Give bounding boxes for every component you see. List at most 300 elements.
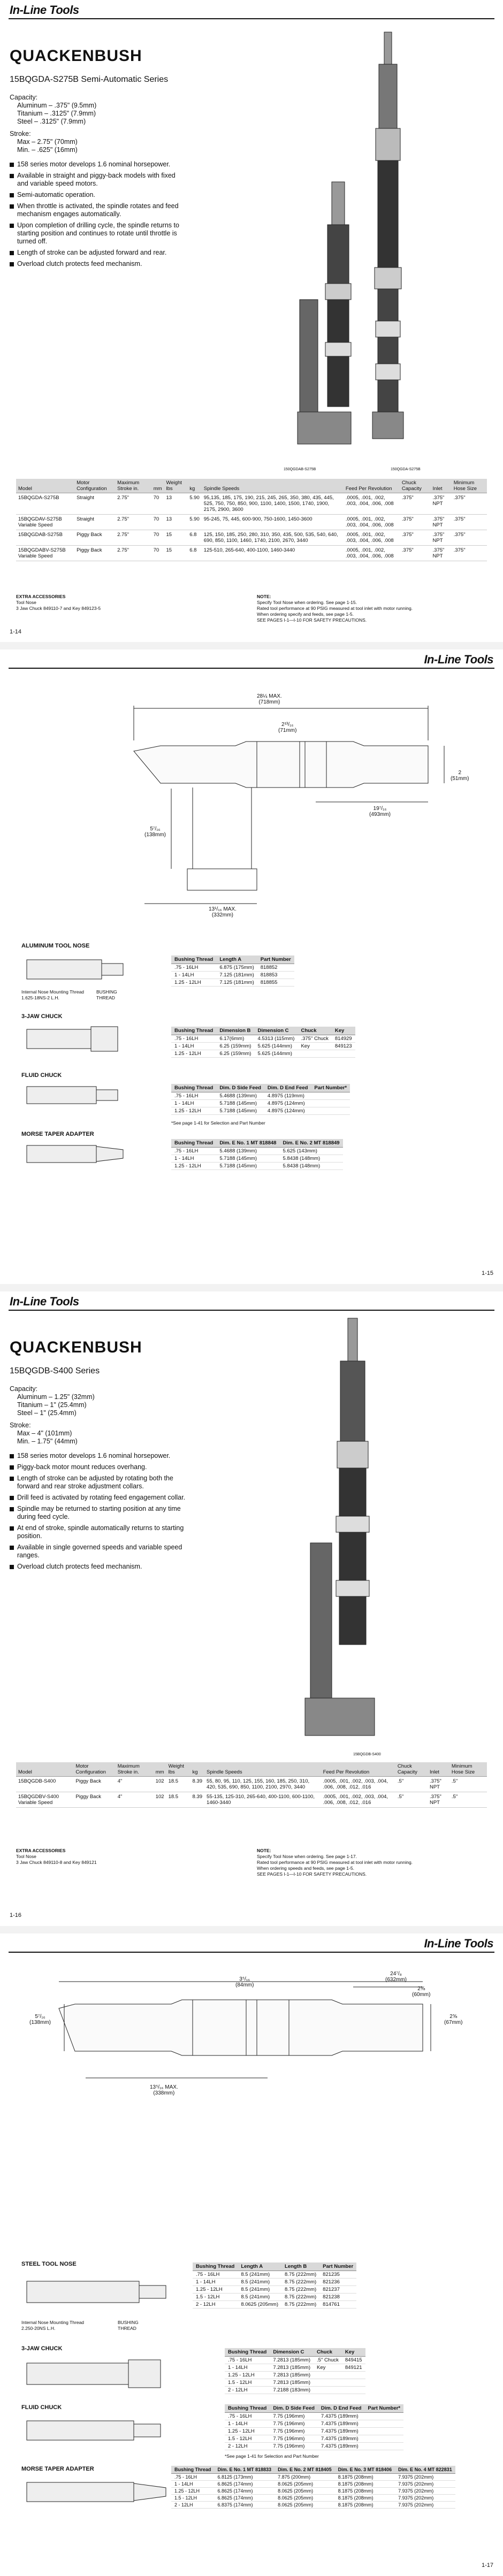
col-part: Part Number* (311, 1084, 350, 1092)
dim-2 (412, 1986, 430, 1998)
stroke-max: Max – 4" (101mm) (17, 1430, 72, 1437)
table-cell: 1 - 14LH (171, 2481, 215, 2488)
table-cell (314, 2379, 342, 2387)
table-cell: 125, 150, 185, 250, 280, 310, 350, 435, 500, 535, 540, 640, 690, 850, 1100, 1460, 1740, 2100, 2670, 3440 (202, 530, 344, 546)
table-cell: 814761 (319, 2301, 356, 2309)
dim-overall-mm: (718mm) (258, 699, 280, 705)
table-cell: Piggy Back (73, 1777, 115, 1792)
table-cell: 18.5 (166, 1777, 190, 1792)
dim-overall (257, 693, 282, 705)
table-cell: .375" (452, 546, 487, 561)
feature-item: 158 series motor develops 1.6 nominal horsepower. (10, 1452, 186, 1460)
table-cell: 7.2813 (185mm) (270, 2364, 314, 2372)
table-cell: .5" (449, 1792, 487, 1808)
table-cell (311, 1107, 350, 1115)
dim-overall-value: 28¼ MAX. (257, 693, 282, 699)
fluid-note: *See page 1-41 for Selection and Part Number (225, 2453, 319, 2459)
table-cell: 7.4375 (189mm) (318, 2413, 364, 2420)
dim-2-mm: (60mm) (412, 1992, 431, 1998)
table-cell: .375" NPT (428, 1777, 449, 1792)
table-cell: .75 - 16LH (193, 2271, 238, 2279)
table-cell: 8.5 (241mm) (238, 2279, 281, 2286)
table-cell: 849123 (332, 1043, 355, 1050)
col-part: Part Number* (364, 2404, 403, 2413)
table-cell: 8.75 (222mm) (281, 2301, 319, 2309)
table-row (225, 2387, 365, 2394)
table-row (225, 2372, 365, 2379)
col-stroke-in: Maximum Stroke in. (116, 1762, 154, 1777)
table-cell: 7.75 (196mm) (270, 2443, 318, 2450)
section-header: In-Line Tools (424, 1937, 493, 1950)
table-cell: .75 - 16LH (171, 1035, 216, 1043)
table-cell: .5" (449, 1777, 487, 1792)
table-cell: .375" (400, 515, 431, 530)
morse-title: MORSE TAPER ADAPTER (21, 2466, 94, 2472)
table-cell: 70 (151, 530, 164, 546)
section-header: In-Line Tools (10, 3, 79, 17)
fluid-table (225, 2404, 403, 2450)
model-table (16, 479, 487, 561)
table-cell: Straight (74, 493, 115, 515)
page-separator (0, 642, 503, 649)
table-cell: 6.8625 (174mm) (215, 2488, 275, 2495)
dim-1 (278, 722, 296, 733)
col-bushing: Bushing Thread (171, 1027, 216, 1035)
table-cell (364, 2428, 403, 2435)
dim-2-value: 2⅜ (417, 1986, 425, 1992)
table-cell: 4" (116, 1792, 154, 1808)
table-cell: 15BQGDB-S400 (16, 1777, 73, 1792)
fluid-table-body (171, 1092, 350, 1115)
table-cell: 5.625 (144mm) (254, 1050, 298, 1058)
table-cell: .75 - 16LH (171, 2474, 215, 2481)
table-row (193, 2271, 356, 2279)
table-row (171, 964, 294, 972)
table-cell: 818853 (257, 972, 294, 979)
note-line: Specify Tool Nose when ordering. See page 1-15. (257, 600, 357, 605)
capacity-title: Capacity: (10, 94, 38, 101)
notes (257, 594, 487, 623)
table-cell: 8.75 (222mm) (281, 2286, 319, 2294)
table-cell: 70 (151, 493, 164, 515)
table-row (171, 2481, 455, 2488)
table-row (16, 515, 487, 530)
table-cell: 7.9375 (202mm) (395, 2502, 455, 2509)
table-row (193, 2286, 356, 2294)
dim-1-value: 3⁵/₁₆ (239, 1976, 250, 1982)
feature-item: 158 series motor develops 1.6 nominal horsepower. (10, 160, 186, 169)
table-cell: .75 - 16LH (171, 1092, 216, 1100)
table-cell: 5.4688 (139mm) (216, 1148, 279, 1155)
dim-5-mm: (338mm) (153, 2090, 175, 2096)
table-cell: 7.2188 (183mm) (270, 2387, 314, 2394)
table-cell: 7.75 (196mm) (270, 2413, 318, 2420)
table-cell: 5.90 (187, 493, 202, 515)
table-row (16, 1777, 487, 1792)
table-cell: 5.7188 (145mm) (216, 1155, 279, 1163)
table-cell: 13 (164, 493, 188, 515)
table-cell: 7.9375 (202mm) (395, 2488, 455, 2495)
table-cell: 5.7188 (145mm) (216, 1100, 264, 1107)
table-cell: 8.5 (241mm) (238, 2271, 281, 2279)
table-cell: 1.5 - 12LH (225, 2435, 270, 2443)
stroke-max: Max – 2.75" (70mm) (17, 138, 78, 146)
table-cell: .0005, .001, .002, .003, .004, .006, .008 (344, 493, 400, 515)
table-cell: .5" (395, 1792, 428, 1808)
dim-1 (235, 1976, 254, 1988)
table-cell: .75 - 16LH (171, 1148, 216, 1155)
table-cell (342, 2372, 365, 2379)
fluid-note: *See page 1-41 for Selection and Part Number (171, 1120, 265, 1126)
table-cell: 1.25 - 12LH (171, 1050, 216, 1058)
col-bushing: Bushing Thread (225, 2348, 270, 2357)
table-cell: 7.4375 (189mm) (318, 2443, 364, 2450)
table-cell: 95,135, 185, 175, 190, 215, 245, 265, 350, 380, 435, 445, 525, 750, 750, 850, 900, 1100, 1400, 1500, 1740, 1900, 2175, 2900, 3600 (202, 493, 344, 515)
col-bushing: Bushing Thread (171, 956, 216, 964)
dim-overall-value: 24⁷/₈ (390, 1971, 402, 1977)
table-cell: 2.75" (115, 530, 151, 546)
table-cell: 821237 (319, 2286, 356, 2294)
notes-title: NOTE: (257, 594, 271, 599)
table-cell: .0005, .001, .002, .003, .004, .006, .008 (344, 546, 400, 561)
table-row (171, 1100, 350, 1107)
col-hose: Minimum Hose Size (452, 479, 487, 493)
nose-mount-thread: Internal Nose Mounting Thread 2.250-20NS L.H. (21, 2320, 85, 2331)
table-cell: 8.5 (241mm) (238, 2294, 281, 2301)
morse-table-body (171, 1148, 343, 1170)
fluid-table (171, 1084, 350, 1115)
table-cell: 2.75" (115, 546, 151, 561)
dim-1-mm: (71mm) (278, 728, 297, 733)
table-row (193, 2301, 356, 2309)
feature-list (2, 1452, 186, 1574)
col-dim-c: Dimension C (254, 1027, 298, 1035)
table-cell: 6.8 (187, 546, 202, 561)
table-cell: 1 - 14LH (171, 1155, 216, 1163)
drill-tool-photo (278, 1313, 439, 1752)
col-model: Model (16, 479, 74, 493)
header-rule (9, 18, 494, 19)
note-line: SEE PAGES I-1—I-10 FOR SAFETY PRECAUTIONS. (257, 1871, 367, 1877)
table-cell: .375" (400, 546, 431, 561)
table-cell: 8.39 (190, 1777, 205, 1792)
table-row (171, 1155, 343, 1163)
table-cell: 8.5 (241mm) (238, 2286, 281, 2294)
col-weight-kg: kg (190, 1762, 205, 1777)
table-cell: 1.5 - 12LH (193, 2294, 238, 2301)
accessory-line: 3 Jaw Chuck 849110-7 and Key 849123-5 (16, 606, 101, 611)
note-line: Rated tool performance at 90 PSIG measured at tool inlet with motor running. (257, 1860, 413, 1865)
capacity-block (10, 1385, 95, 1446)
dim-4-value: 5⁷/₁₆ (150, 826, 161, 832)
stroke-title: Stroke: (10, 130, 31, 137)
table-cell: 821238 (319, 2294, 356, 2301)
table-cell: 7.125 (181mm) (216, 972, 257, 979)
col-end-feed: Dim. D End Feed (318, 2404, 364, 2413)
table-cell: 2 - 12LH (225, 2387, 270, 2394)
table-cell: 1.5 - 12LH (171, 2495, 215, 2502)
table-cell: .5" (395, 1777, 428, 1792)
table-cell: 7.2813 (185mm) (270, 2372, 314, 2379)
table-cell: 6.8375 (174mm) (215, 2502, 275, 2509)
photo-label: 15BQGDB-S400 (353, 1753, 381, 1756)
dim-3-value: 2⅝ (449, 2014, 458, 2020)
section-header: In-Line Tools (424, 653, 493, 666)
table-row (171, 1035, 355, 1043)
col-weight-lbs: Weight lbs (164, 479, 188, 493)
feature-item: Upon completion of drilling cycle, the spindle returns to starting position and continues to rotate until throttle is turned off. (10, 221, 186, 246)
photo-label-straight: 150QGDA-S275B (391, 468, 421, 471)
table-cell: 7.75 (196mm) (270, 2428, 318, 2435)
col-inlet: Inlet (428, 1762, 449, 1777)
tool-nose-drawing (21, 2271, 182, 2319)
col-key: Key (342, 2348, 365, 2357)
header-rule (9, 668, 494, 669)
page-number: 1-17 (481, 2562, 493, 2569)
table-cell: 8.1875 (208mm) (335, 2495, 395, 2502)
table-cell: 7.4375 (189mm) (318, 2420, 364, 2428)
notes (257, 1848, 487, 1877)
feature-item: When throttle is activated, the spindle rotates and feed mechanism engages automatically. (10, 202, 186, 218)
table-cell (314, 2387, 342, 2394)
page-number: 1-16 (10, 1912, 22, 1918)
table-cell (311, 1100, 350, 1107)
page-1-14 (0, 0, 503, 642)
capacity-aluminum: Aluminum – .375" (9.5mm) (17, 102, 97, 109)
col-dim-c: Dimension C (270, 2348, 314, 2357)
col-speeds: Spindle Speeds (204, 1762, 321, 1777)
table-cell: 8.39 (190, 1792, 205, 1808)
table-cell: 1.25 - 12LH (171, 1107, 216, 1115)
table-cell (364, 2413, 403, 2420)
dim-3-mm: (493mm) (369, 812, 391, 817)
col-bushing: Bushing Thread (171, 1084, 216, 1092)
nose-table (171, 956, 294, 987)
table-cell: 70 (151, 515, 164, 530)
table-cell: 1 - 14LH (171, 972, 216, 979)
dim-5 (150, 2084, 178, 2096)
table-cell: 5.7188 (145mm) (216, 1107, 264, 1115)
accessories (16, 594, 230, 611)
table-row (171, 1043, 355, 1050)
table-row (171, 1092, 350, 1100)
morse-adapter-drawing (21, 1139, 134, 1171)
col-length-b: Length B (281, 2262, 319, 2271)
table-row (171, 2474, 455, 2481)
table-cell: .375" (452, 515, 487, 530)
nose-title: ALUMINUM TOOL NOSE (21, 943, 90, 949)
col-length-a: Length A (216, 956, 257, 964)
table-cell: 6.17(6mm) (216, 1035, 254, 1043)
dim-1-value: 2¹³/₁₆ (281, 722, 294, 728)
table-cell: 8.0625 (205mm) (275, 2502, 335, 2509)
table-cell: .0005, .001, .002, .003, .004, .006, .008 (344, 515, 400, 530)
jaw-table-body (171, 1035, 355, 1058)
table-cell: 7.4375 (189mm) (318, 2435, 364, 2443)
table-cell: 102 (154, 1777, 166, 1792)
page-1-17 (0, 1933, 503, 2576)
table-cell: 4.8975 (124mm) (264, 1107, 311, 1115)
table-cell: 5.625 (144mm) (254, 1043, 298, 1050)
table-cell: 5.90 (187, 515, 202, 530)
table-cell: 7.9375 (202mm) (395, 2495, 455, 2502)
note-line: Specify Tool Nose when ordering. See page 1-17. (257, 1854, 357, 1859)
feature-item: Semi-automatic operation. (10, 191, 186, 199)
dim-4-mm: (138mm) (144, 832, 166, 838)
stroke-min: Min. – .625" (16mm) (17, 146, 78, 154)
morse-table-body (171, 2474, 455, 2509)
table-cell: 1 - 14LH (171, 1100, 216, 1107)
model-table (16, 1762, 487, 1808)
table-cell (364, 2420, 403, 2428)
table-cell: 55, 80, 95, 110, 125, 155, 160, 185, 250, 310, 420, 535, 690, 850, 1100, 2100, 2970, 3440 (204, 1777, 321, 1792)
page-number: 1-15 (481, 1270, 493, 1276)
table-cell: 7.75 (196mm) (270, 2435, 318, 2443)
table-cell: 15BQGDAB-S275B (16, 530, 74, 546)
dim-5-value: 13⁵/₁₆ MAX. (150, 2084, 178, 2090)
note-line: SEE PAGES I-1—I-10 FOR SAFETY PRECAUTIONS. (257, 617, 367, 623)
table-cell: 8.1875 (208mm) (335, 2488, 395, 2495)
fluid-chuck-drawing (21, 2412, 182, 2450)
accessory-line: 3 Jaw Chuck 849110-8 and Key 849121 (16, 1860, 97, 1865)
dim-5 (209, 906, 237, 918)
dim-overall-mm: (632mm) (385, 1977, 407, 1983)
col-chuck: Chuck Capacity (400, 479, 431, 493)
table-row (171, 1107, 350, 1115)
table-cell: 7.9375 (202mm) (395, 2481, 455, 2488)
feature-item: Length of stroke can be adjusted by rotating both the forward and rear stroke adjustment collars. (10, 1474, 186, 1490)
table-cell: Key (298, 1043, 331, 1050)
table-cell: Piggy Back (74, 530, 115, 546)
col-chuck: Chuck Capacity (395, 1762, 428, 1777)
nose-table (193, 2262, 356, 2309)
fluid-title: FLUID CHUCK (21, 1072, 62, 1079)
nose-mount-thread: Internal Nose Mounting Thread 1.625-18NS-2 L.H. (21, 989, 85, 1000)
table-cell: 8.1875 (208mm) (335, 2474, 395, 2481)
table-row (171, 972, 294, 979)
col-mt2: Dim. E No. 2 MT 818849 (279, 1139, 342, 1148)
table-cell: 4" (116, 1777, 154, 1792)
feature-item: Overload clutch protects feed mechanism. (10, 260, 186, 268)
nose-bushing-thread: BUSHING THREAD (118, 2320, 139, 2331)
col-stroke-mm: mm (151, 479, 164, 493)
jaw-chuck-drawing (21, 2353, 182, 2396)
col-length-a: Length A (238, 2262, 281, 2271)
feature-item: Available in straight and piggy-back models with fixed and variable speed motors. (10, 172, 186, 188)
table-cell: 6.8 (187, 530, 202, 546)
table-cell: 8.1875 (208mm) (335, 2481, 395, 2488)
table-row (225, 2357, 365, 2364)
table-row (171, 1163, 343, 1170)
dim-2 (451, 770, 469, 782)
note-line: When ordering specify and feeds, see page 1-5. (257, 611, 354, 617)
table-cell: 6.25 (159mm) (216, 1050, 254, 1058)
table-cell: 125-510, 265-640, 400-1100, 1460-3440 (202, 546, 344, 561)
table-cell: Key (314, 2364, 342, 2372)
col-model: Model (16, 1762, 73, 1777)
nose-table-body (171, 964, 294, 987)
table-cell: 6.8625 (174mm) (215, 2495, 275, 2502)
table-cell: 8.0625 (205mm) (275, 2488, 335, 2495)
morse-adapter-drawing (21, 2474, 182, 2511)
brand-logo: QUACKENBUSH (10, 47, 142, 65)
table-cell: 5.8438 (148mm) (279, 1155, 342, 1163)
table-row (225, 2379, 365, 2387)
dim-5-mm: (332mm) (211, 912, 233, 918)
model-table-body (16, 493, 487, 561)
table-cell: 849415 (342, 2357, 365, 2364)
feature-item: Available in single governed speeds and variable speed ranges. (10, 1543, 186, 1560)
feature-item: Spindle may be returned to starting position at any time during feed cycle. (10, 1505, 186, 1521)
dim-4 (29, 2014, 51, 2025)
table-cell: .375" (452, 530, 487, 546)
feature-item: At end of stroke, spindle automatically returns to starting position. (10, 1524, 186, 1540)
table-cell (311, 1092, 350, 1100)
table-cell: 7.2813 (185mm) (270, 2379, 314, 2387)
table-cell: 8.75 (222mm) (281, 2294, 319, 2301)
feature-item: Piggy-back motor mount reduces overhang. (10, 1463, 186, 1471)
table-cell: 5.8438 (148mm) (279, 1163, 342, 1170)
table-cell: 6.875 (175mm) (216, 964, 257, 972)
col-motor: Motor Configuration (73, 1762, 115, 1777)
col-weight-kg: kg (187, 479, 202, 493)
jaw-title: 3-JAW CHUCK (21, 2345, 63, 2352)
table-cell: 7.4375 (189mm) (318, 2428, 364, 2435)
table-cell: 15BQGDBV-S400 Variable Speed (16, 1792, 73, 1808)
table-row (171, 2488, 455, 2495)
col-mt3: Dim. E No. 3 MT 818406 (335, 2466, 395, 2474)
dim-3 (444, 2014, 462, 2025)
col-side-feed: Dim. D Side Feed (216, 1084, 264, 1092)
table-row (16, 530, 487, 546)
table-cell: 2.75" (115, 515, 151, 530)
tool-dimension-drawing (54, 1971, 439, 2094)
table-cell: 2 - 12LH (171, 2502, 215, 2509)
dim-4-value: 5⁷/₁₆ (35, 2014, 45, 2020)
col-side-feed: Dim. D Side Feed (270, 2404, 318, 2413)
table-cell (364, 2443, 403, 2450)
feature-item: Overload clutch protects feed mechanism. (10, 1563, 186, 1571)
table-row (171, 979, 294, 987)
table-row (171, 1050, 355, 1058)
table-row (171, 1148, 343, 1155)
table-cell: 8.75 (222mm) (281, 2279, 319, 2286)
table-cell: 6.8625 (174mm) (215, 2481, 275, 2488)
table-cell: 2 - 12LH (193, 2301, 238, 2309)
table-cell: 7.125 (181mm) (216, 979, 257, 987)
tool-nose-drawing (21, 952, 134, 989)
capacity-steel: Steel – .3125" (7.9mm) (17, 118, 86, 125)
stroke-min: Min. – 1.75" (44mm) (17, 1438, 78, 1445)
table-cell: 1.5 - 12LH (225, 2379, 270, 2387)
jaw-table-body (225, 2357, 365, 2394)
series-title: 15BQGDB-S400 Series (10, 1366, 100, 1375)
table-row (225, 2420, 403, 2428)
jaw-table (171, 1027, 355, 1058)
stroke-title: Stroke: (10, 1421, 31, 1429)
col-chuck: Chuck (298, 1027, 331, 1035)
table-cell: 8.0625 (205mm) (238, 2301, 281, 2309)
dim-2-mm: (51mm) (451, 776, 469, 782)
table-cell (364, 2435, 403, 2443)
page-1-15 (0, 649, 503, 1284)
table-cell: .75 - 16LH (171, 964, 216, 972)
table-row (193, 2279, 356, 2286)
col-chuck: Chuck (314, 2348, 342, 2357)
table-cell: 2.75" (115, 493, 151, 515)
table-cell: 15 (164, 546, 188, 561)
table-cell: 8.1875 (208mm) (335, 2502, 395, 2509)
